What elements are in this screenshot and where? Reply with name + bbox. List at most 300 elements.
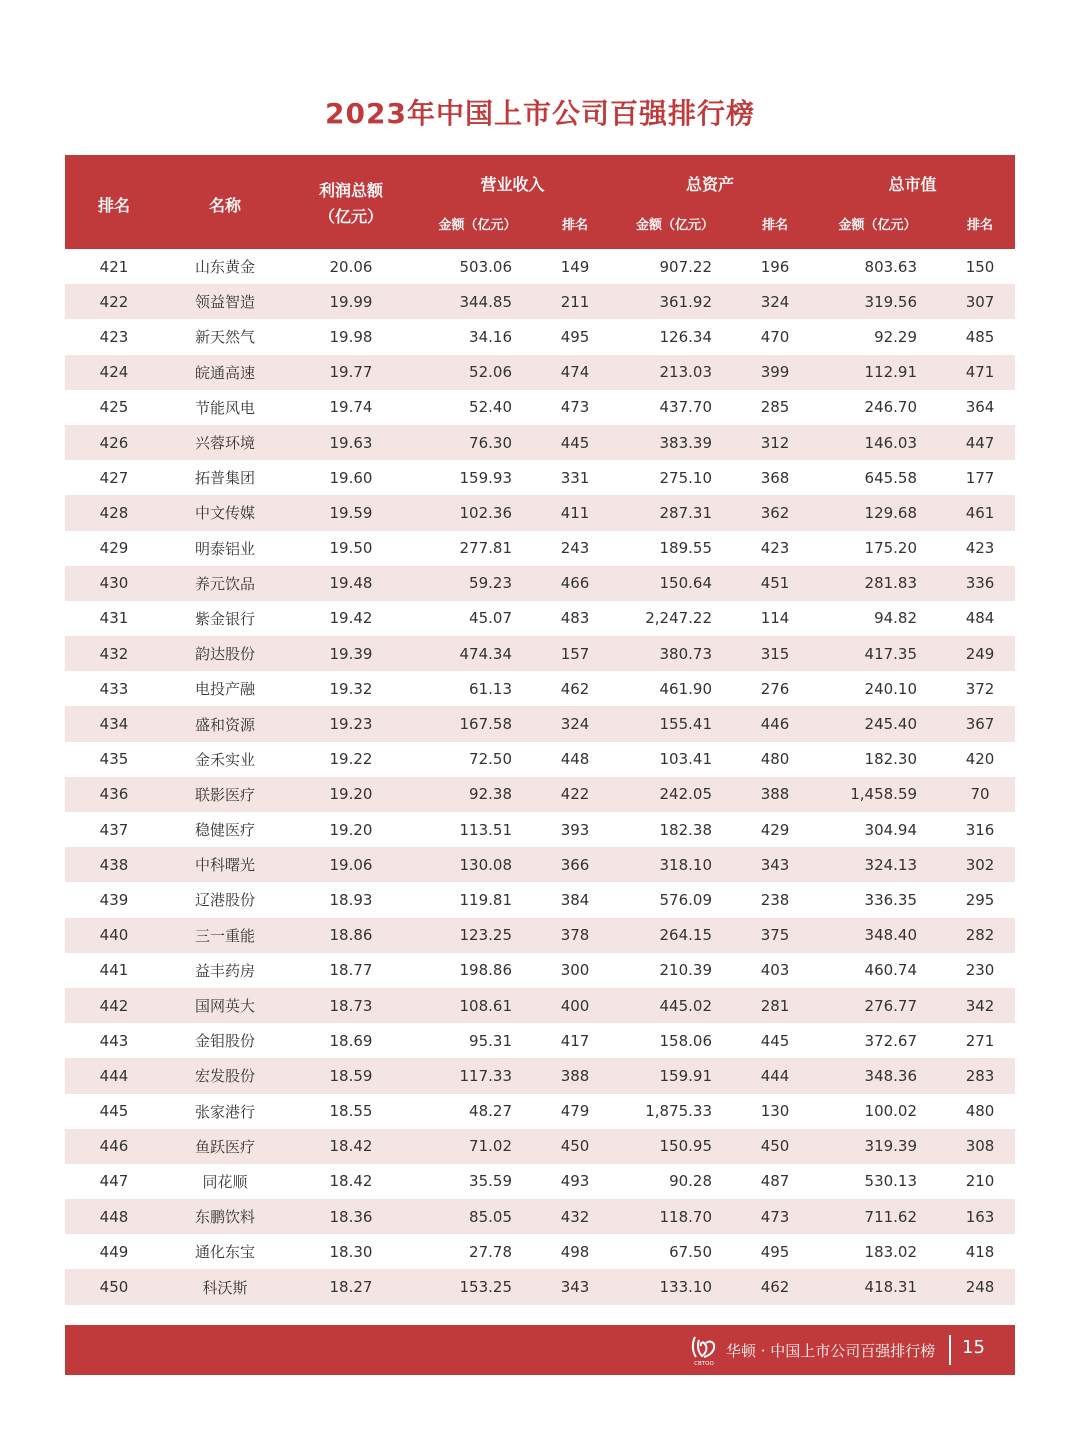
cell-rank: 433 [99, 679, 129, 698]
cell-market-value-rank: 150 [965, 257, 995, 276]
cell-revenue-rank: 498 [560, 1242, 590, 1261]
cell-revenue-rank: 474 [540, 355, 610, 390]
cell-revenue-amount: 48.27 [469, 1102, 512, 1121]
cell-revenue-rank: 473 [560, 398, 590, 417]
cell-assets-amount: 118.70 [610, 1199, 740, 1234]
header-rank: 排名 [65, 155, 163, 249]
table-row [65, 847, 1015, 882]
cell-assets-rank: 130 [760, 1102, 790, 1121]
cell-revenue-rank: 211 [540, 284, 610, 319]
cell-market-value-rank: 283 [945, 1058, 1015, 1093]
cell-market-value-rank: 308 [945, 1129, 1015, 1164]
footer-divider [949, 1335, 951, 1365]
cell-assets-amount: 210.39 [659, 961, 713, 980]
cell-profit: 19.06 [287, 847, 415, 882]
page-title: 2023年中国上市公司百强排行榜 [325, 97, 755, 130]
cell-profit: 18.93 [329, 890, 373, 909]
cell-assets-rank: 462 [740, 1269, 810, 1304]
cell-assets-amount: 158.06 [659, 1031, 713, 1050]
table-row [65, 495, 1015, 530]
cell-revenue-amount: 102.36 [415, 495, 540, 530]
cell-profit: 19.59 [287, 495, 415, 530]
cell-assets-amount: 461.90 [659, 679, 713, 698]
cell-profit: 18.73 [287, 988, 415, 1023]
table-row [65, 1164, 1015, 1199]
cell-company-name: 领益智造 [163, 284, 287, 319]
cell-company-name: 三一重能 [163, 918, 287, 953]
cell-market-value-rank: 447 [945, 425, 1015, 460]
table-row [65, 1199, 1015, 1234]
cell-profit: 18.42 [329, 1172, 373, 1191]
cell-market-value-rank: 230 [965, 961, 995, 980]
footer-brand: 华顿 · 中国上市公司百强排行榜 [726, 1342, 936, 1360]
cell-company-name: 盛和资源 [163, 706, 287, 741]
cell-company-name: 中科曙光 [163, 847, 287, 882]
cell-rank: 437 [99, 820, 129, 839]
cell-market-value-rank: 177 [965, 468, 995, 487]
header-name: 名称 [163, 155, 287, 249]
cell-market-value-amount: 319.56 [810, 284, 945, 319]
cell-rank: 440 [65, 918, 163, 953]
cell-revenue-rank: 450 [540, 1129, 610, 1164]
cell-company-name: 联影医疗 [163, 777, 287, 812]
cell-assets-rank: 429 [760, 820, 790, 839]
cell-revenue-amount: 167.58 [415, 706, 540, 741]
cell-assets-amount: 189.55 [659, 539, 713, 558]
cell-market-value-amount: 276.77 [810, 988, 945, 1023]
table-row [65, 706, 1015, 741]
cell-market-value-amount: 711.62 [810, 1199, 945, 1234]
cell-revenue-rank: 495 [560, 327, 590, 346]
cell-company-name: 金禾实业 [194, 750, 255, 769]
table-row [65, 390, 1015, 425]
cell-revenue-rank: 393 [560, 820, 590, 839]
cell-market-value-rank: 336 [945, 566, 1015, 601]
cell-market-value-amount: 183.02 [864, 1242, 918, 1261]
cell-assets-amount: 126.34 [659, 327, 713, 346]
cell-company-name: 鱼跃医疗 [163, 1129, 287, 1164]
cell-assets-amount: 445.02 [610, 988, 740, 1023]
cell-assets-rank: 281 [740, 988, 810, 1023]
header-assets: 总资产 [610, 155, 810, 212]
cell-profit: 19.60 [329, 468, 373, 487]
header-mv-rank: 排名 [945, 212, 1015, 249]
header-revenue: 营业收入 [415, 155, 610, 212]
cell-assets-rank: 480 [760, 750, 790, 769]
cell-company-name: 同花顺 [202, 1172, 248, 1191]
cell-market-value-amount: 348.40 [810, 918, 945, 953]
cell-market-value-rank: 70 [945, 777, 1015, 812]
cell-rank: 432 [65, 636, 163, 671]
cell-rank: 421 [99, 257, 129, 276]
cell-profit: 19.20 [329, 820, 373, 839]
cell-revenue-rank: 448 [560, 750, 590, 769]
table-row [65, 742, 1015, 777]
cell-revenue-amount: 85.05 [415, 1199, 540, 1234]
cell-profit: 18.42 [287, 1129, 415, 1164]
cell-assets-amount: 242.05 [610, 777, 740, 812]
table-row [65, 882, 1015, 917]
cell-assets-amount: 275.10 [659, 468, 713, 487]
cell-market-value-amount: 182.30 [864, 750, 918, 769]
cell-market-value-rank: 423 [965, 539, 995, 558]
cell-revenue-rank: 483 [560, 609, 590, 628]
footer-bar [65, 1325, 1015, 1375]
table-body [65, 249, 1015, 1305]
cell-profit: 19.98 [329, 327, 373, 346]
cell-rank: 436 [65, 777, 163, 812]
header-profit-line2: （亿元） [318, 207, 383, 226]
table-row [65, 284, 1015, 319]
logo-text: CBTOO [694, 1361, 714, 1367]
cell-company-name: 新天然气 [194, 328, 255, 347]
cell-profit: 19.32 [329, 679, 373, 698]
cell-company-name: 东鹏饮料 [163, 1199, 287, 1234]
cell-company-name: 节能风电 [194, 398, 255, 417]
cell-profit: 18.36 [287, 1199, 415, 1234]
table-row [65, 1094, 1015, 1129]
cell-market-value-amount: 530.13 [864, 1172, 918, 1191]
cell-assets-rank: 375 [740, 918, 810, 953]
cell-assets-amount: 907.22 [659, 257, 713, 276]
cell-market-value-rank: 420 [965, 750, 995, 769]
cell-market-value-rank: 342 [945, 988, 1015, 1023]
table-header [65, 155, 1015, 249]
cell-market-value-rank: 418 [965, 1242, 995, 1261]
cell-profit: 19.20 [287, 777, 415, 812]
cell-market-value-amount: 100.02 [864, 1102, 918, 1121]
cell-rank: 443 [99, 1031, 129, 1050]
cell-market-value-rank: 248 [945, 1269, 1015, 1304]
cell-revenue-rank: 411 [540, 495, 610, 530]
cell-assets-amount: 133.10 [610, 1269, 740, 1304]
cell-rank: 438 [65, 847, 163, 882]
cell-market-value-amount: 94.82 [874, 609, 918, 628]
cell-rank: 441 [99, 961, 129, 980]
cell-revenue-amount: 95.31 [469, 1031, 512, 1050]
cell-market-value-rank: 307 [945, 284, 1015, 319]
table-row [65, 1058, 1015, 1093]
cell-revenue-amount: 61.13 [469, 679, 512, 698]
cell-profit: 19.50 [329, 539, 373, 558]
table-row [65, 812, 1015, 847]
cell-assets-rank: 487 [760, 1172, 790, 1191]
cell-profit: 19.48 [287, 566, 415, 601]
ranking-table-container [65, 155, 1015, 1305]
cell-market-value-amount: 803.63 [864, 257, 918, 276]
cell-market-value-amount: 92.29 [874, 327, 918, 346]
cell-company-name: 皖通高速 [163, 355, 287, 390]
table-row [65, 636, 1015, 671]
header-assets-amount: 金额（亿元） [610, 212, 740, 249]
cell-profit: 19.23 [287, 706, 415, 741]
cell-revenue-amount: 153.25 [415, 1269, 540, 1304]
cell-market-value-rank: 210 [965, 1172, 995, 1191]
cell-rank: 447 [99, 1172, 129, 1191]
cell-revenue-rank: 324 [540, 706, 610, 741]
table-row [65, 249, 1015, 284]
cell-rank: 428 [65, 495, 163, 530]
cell-profit: 18.77 [329, 961, 373, 980]
table-row [65, 918, 1015, 953]
table-row [65, 531, 1015, 566]
cell-market-value-rank: 485 [965, 327, 995, 346]
cell-profit: 19.74 [329, 398, 373, 417]
header-revenue-amount: 金额（亿元） [415, 212, 540, 249]
cell-revenue-rank: 300 [560, 961, 590, 980]
cell-assets-rank: 473 [740, 1199, 810, 1234]
cell-assets-rank: 446 [740, 706, 810, 741]
cell-rank: 426 [65, 425, 163, 460]
cell-assets-rank: 343 [740, 847, 810, 882]
table-row [65, 601, 1015, 636]
cell-market-value-rank: 461 [945, 495, 1015, 530]
cell-revenue-rank: 417 [560, 1031, 590, 1050]
cell-company-name: 金钼股份 [194, 1032, 255, 1051]
cell-rank: 424 [65, 355, 163, 390]
cell-market-value-amount: 281.83 [810, 566, 945, 601]
cell-assets-amount: 361.92 [610, 284, 740, 319]
cell-assets-amount: 150.64 [610, 566, 740, 601]
cell-market-value-rank: 364 [965, 398, 995, 417]
cell-assets-rank: 450 [740, 1129, 810, 1164]
cell-revenue-amount: 34.16 [469, 327, 512, 346]
cell-assets-rank: 315 [740, 636, 810, 671]
cell-revenue-rank: 445 [540, 425, 610, 460]
cell-profit: 19.42 [329, 609, 373, 628]
cell-revenue-rank: 157 [540, 636, 610, 671]
cell-market-value-amount: 246.70 [864, 398, 918, 417]
cell-assets-amount: 576.09 [659, 890, 713, 909]
cell-revenue-amount: 123.25 [415, 918, 540, 953]
cell-assets-amount: 318.10 [610, 847, 740, 882]
ranking-table [65, 155, 1015, 1305]
cell-rank: 445 [99, 1102, 129, 1121]
cell-company-name: 紫金银行 [194, 609, 255, 628]
cell-revenue-amount: 474.34 [415, 636, 540, 671]
cell-company-name: 兴蓉环境 [163, 425, 287, 460]
table-row [65, 1023, 1015, 1058]
cell-assets-rank: 423 [760, 539, 790, 558]
cell-revenue-rank: 243 [560, 539, 590, 558]
cell-assets-amount: 150.95 [610, 1129, 740, 1164]
cell-revenue-amount: 59.23 [415, 566, 540, 601]
cell-company-name: 国网英大 [163, 988, 287, 1023]
cell-revenue-amount: 119.81 [459, 890, 512, 909]
cell-rank: 435 [99, 750, 129, 769]
cell-market-value-amount: 417.35 [810, 636, 945, 671]
cell-revenue-rank: 388 [540, 1058, 610, 1093]
cell-company-name: 稳健医疗 [194, 821, 255, 840]
cell-profit: 19.22 [329, 750, 373, 769]
table-row [65, 460, 1015, 495]
cell-revenue-amount: 277.81 [459, 539, 512, 558]
cell-assets-amount: 2,247.22 [645, 609, 713, 628]
cell-rank: 448 [65, 1199, 163, 1234]
cell-assets-amount: 67.50 [669, 1242, 713, 1261]
cell-company-name: 电投产融 [194, 680, 255, 699]
cell-company-name: 通化东宝 [194, 1243, 255, 1262]
cell-market-value-amount: 240.10 [864, 679, 918, 698]
cell-assets-amount: 383.39 [610, 425, 740, 460]
cell-market-value-rank: 163 [945, 1199, 1015, 1234]
cell-revenue-rank: 343 [540, 1269, 610, 1304]
cell-market-value-rank: 295 [965, 890, 995, 909]
cell-market-value-rank: 316 [965, 820, 995, 839]
cell-assets-rank: 312 [740, 425, 810, 460]
cell-market-value-rank: 271 [965, 1031, 995, 1050]
cell-market-value-rank: 480 [965, 1102, 995, 1121]
cell-revenue-rank: 462 [560, 679, 590, 698]
cell-market-value-amount: 112.91 [810, 355, 945, 390]
cell-revenue-rank: 432 [540, 1199, 610, 1234]
cell-company-name: 益丰药房 [194, 961, 255, 980]
cell-assets-rank: 362 [740, 495, 810, 530]
header-assets-rank: 排名 [740, 212, 810, 249]
cell-profit: 18.69 [329, 1031, 373, 1050]
cell-market-value-rank: 367 [945, 706, 1015, 741]
cell-assets-amount: 90.28 [669, 1172, 713, 1191]
cell-rank: 449 [99, 1242, 129, 1261]
cell-profit: 19.99 [287, 284, 415, 319]
cell-market-value-amount: 348.36 [810, 1058, 945, 1093]
cell-assets-amount: 159.91 [610, 1058, 740, 1093]
cell-company-name: 韵达股份 [163, 636, 287, 671]
cbtoo-logo-icon [686, 1331, 722, 1367]
cell-market-value-rank: 372 [965, 679, 995, 698]
cell-assets-rank: 114 [760, 609, 790, 628]
table-row [65, 777, 1015, 812]
cell-profit: 19.77 [287, 355, 415, 390]
table-row [65, 953, 1015, 988]
cell-revenue-amount: 52.06 [415, 355, 540, 390]
cell-revenue-rank: 400 [540, 988, 610, 1023]
cell-rank: 450 [65, 1269, 163, 1304]
cell-rank: 422 [65, 284, 163, 319]
cell-revenue-rank: 149 [560, 257, 590, 276]
cell-company-name: 山东黄金 [194, 258, 255, 277]
cell-assets-amount: 213.03 [610, 355, 740, 390]
cell-assets-rank: 495 [760, 1242, 790, 1261]
cell-rank: 431 [99, 609, 129, 628]
cell-assets-amount: 380.73 [610, 636, 740, 671]
cell-rank: 446 [65, 1129, 163, 1164]
table-row [65, 425, 1015, 460]
cell-company-name: 养元饮品 [163, 566, 287, 601]
cell-rank: 427 [99, 468, 129, 487]
cell-market-value-amount: 1,458.59 [810, 777, 945, 812]
cell-company-name: 明泰铝业 [194, 539, 255, 558]
table-row [65, 355, 1015, 390]
cell-market-value-rank: 282 [945, 918, 1015, 953]
cell-revenue-amount: 92.38 [415, 777, 540, 812]
cell-market-value-rank: 484 [965, 609, 995, 628]
cell-rank: 423 [99, 327, 129, 346]
cell-assets-amount: 437.70 [659, 398, 713, 417]
cell-market-value-amount: 146.03 [810, 425, 945, 460]
cell-assets-amount: 287.31 [610, 495, 740, 530]
cell-rank: 434 [65, 706, 163, 741]
cell-company-name: 拓普集团 [194, 469, 255, 488]
cell-assets-amount: 103.41 [659, 750, 713, 769]
cell-company-name: 中文传媒 [163, 495, 287, 530]
cell-assets-amount: 264.15 [610, 918, 740, 953]
table-row [65, 988, 1015, 1023]
cell-profit: 20.06 [329, 257, 373, 276]
cell-market-value-rank: 302 [945, 847, 1015, 882]
cell-assets-amount: 1,875.33 [645, 1102, 713, 1121]
header-revenue-rank: 排名 [540, 212, 610, 249]
cell-revenue-amount: 159.93 [459, 468, 512, 487]
cell-revenue-amount: 198.86 [459, 961, 512, 980]
cell-revenue-amount: 113.51 [459, 820, 512, 839]
cell-revenue-rank: 493 [560, 1172, 590, 1191]
table-row [65, 319, 1015, 354]
table-row [65, 566, 1015, 601]
cell-assets-amount: 155.41 [610, 706, 740, 741]
cell-market-value-amount: 418.31 [810, 1269, 945, 1304]
cell-market-value-amount: 324.13 [810, 847, 945, 882]
cell-profit: 18.59 [287, 1058, 415, 1093]
cell-rank: 439 [99, 890, 129, 909]
cell-revenue-rank: 479 [560, 1102, 590, 1121]
cell-revenue-amount: 71.02 [415, 1129, 540, 1164]
cell-market-value-amount: 372.67 [864, 1031, 918, 1050]
page-number: 15 [962, 1337, 985, 1358]
cell-market-value-amount: 336.35 [864, 890, 918, 909]
cell-revenue-rank: 366 [540, 847, 610, 882]
cell-rank: 425 [99, 398, 129, 417]
header-profit-line1: 利润总额 [318, 181, 383, 200]
header-profit [287, 155, 415, 249]
cell-revenue-amount: 27.78 [469, 1242, 512, 1261]
cell-assets-amount: 182.38 [659, 820, 713, 839]
cell-revenue-amount: 45.07 [469, 609, 512, 628]
cell-profit: 18.86 [287, 918, 415, 953]
cell-assets-rank: 368 [760, 468, 790, 487]
cell-revenue-amount: 117.33 [415, 1058, 540, 1093]
cell-market-value-amount: 319.39 [810, 1129, 945, 1164]
table-row [65, 671, 1015, 706]
cell-market-value-rank: 249 [945, 636, 1015, 671]
cell-assets-rank: 470 [760, 327, 790, 346]
cell-assets-rank: 451 [740, 566, 810, 601]
cell-market-value-amount: 129.68 [810, 495, 945, 530]
cell-profit: 19.39 [287, 636, 415, 671]
cell-revenue-amount: 344.85 [415, 284, 540, 319]
cell-rank: 442 [65, 988, 163, 1023]
cell-market-value-rank: 471 [945, 355, 1015, 390]
table-row [65, 1129, 1015, 1164]
cell-assets-rank: 444 [740, 1058, 810, 1093]
cell-company-name: 辽港股份 [194, 891, 255, 910]
cell-assets-rank: 399 [740, 355, 810, 390]
cell-rank: 429 [99, 539, 129, 558]
cell-revenue-amount: 72.50 [469, 750, 512, 769]
cell-market-value-amount: 460.74 [864, 961, 918, 980]
cell-assets-rank: 276 [760, 679, 790, 698]
cell-assets-rank: 388 [740, 777, 810, 812]
header-market-value: 总市值 [810, 155, 1015, 212]
header-mv-amount: 金额（亿元） [810, 212, 945, 249]
cell-assets-rank: 403 [760, 961, 790, 980]
cell-profit: 18.27 [287, 1269, 415, 1304]
cell-revenue-rank: 331 [560, 468, 590, 487]
cell-revenue-amount: 52.40 [469, 398, 512, 417]
cell-revenue-rank: 378 [540, 918, 610, 953]
cell-revenue-amount: 108.61 [415, 988, 540, 1023]
cell-company-name: 宏发股份 [163, 1058, 287, 1093]
